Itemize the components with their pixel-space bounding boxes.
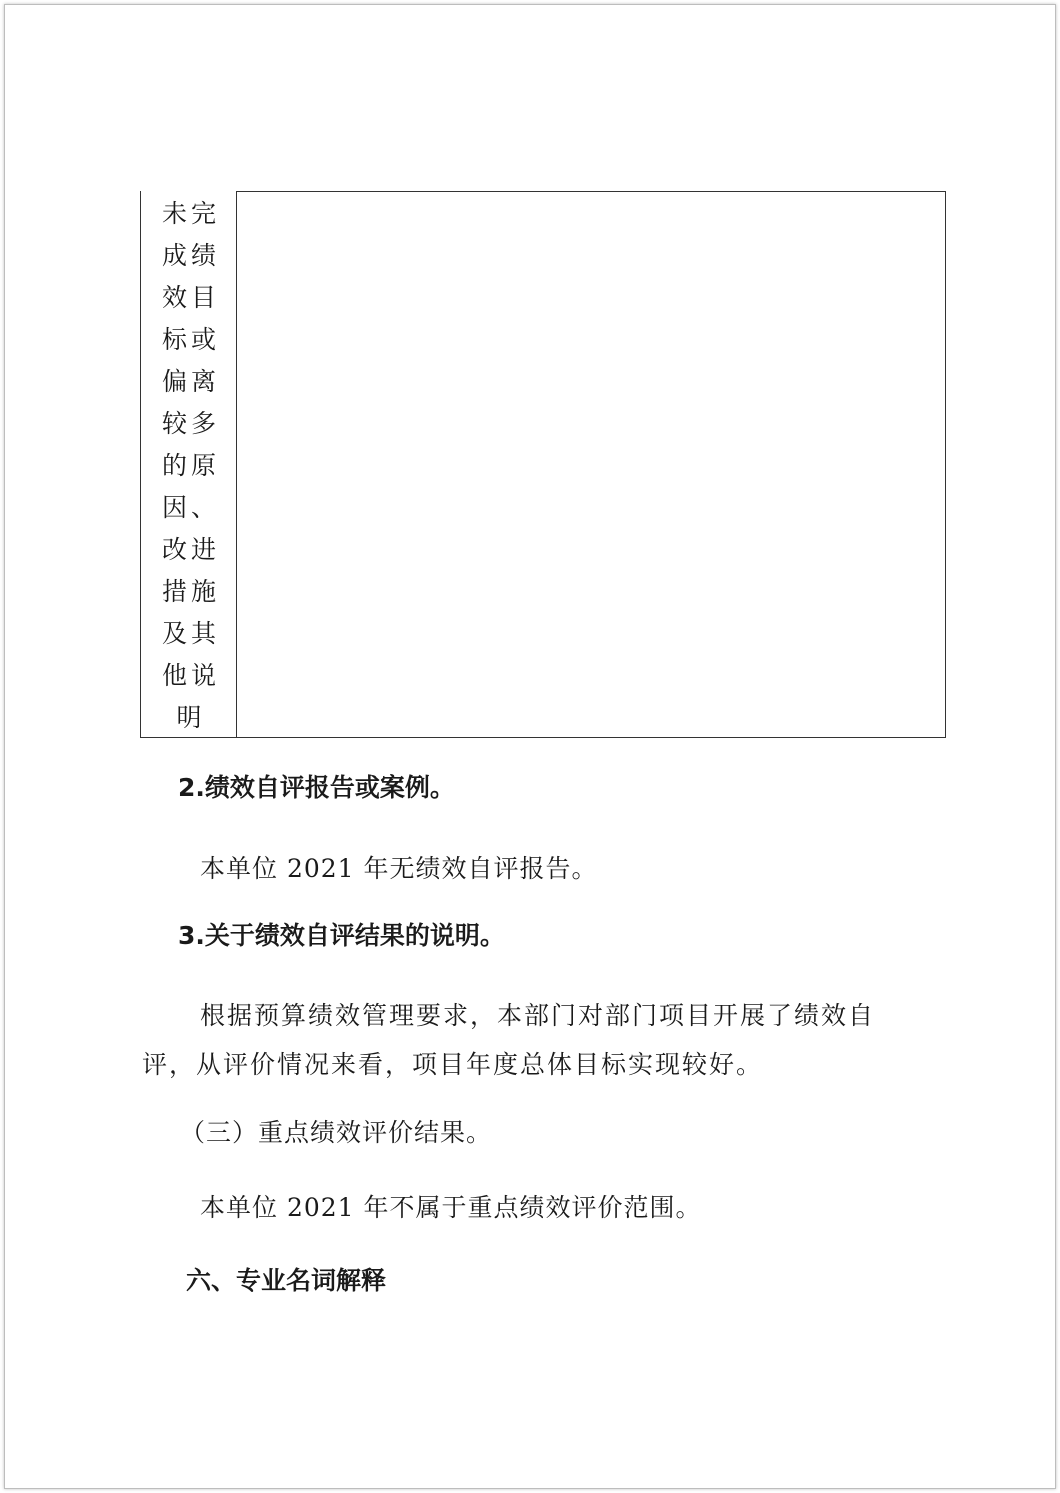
table-label-cell	[141, 191, 237, 737]
section-2-heading: 2.绩效自评报告或案例。	[178, 773, 455, 802]
table-row-label: 未完成绩效目标或偏离较多的原因、改进措施及其他说明	[161, 199, 220, 732]
key-evaluation-heading: （三）重点绩效评价结果。	[180, 1118, 493, 1147]
table-bottom-border	[140, 737, 945, 738]
section-3-body-line-1: 根据预算绩效管理要求，本部门对部门项目开展了绩效自	[200, 1001, 876, 1030]
section-6-heading: 六、专业名词解释	[186, 1266, 387, 1295]
key-evaluation-body: 本单位 2021 年不属于重点绩效评价范围。	[200, 1193, 702, 1222]
section-3-body-line-2: 评，从评价情况来看，项目年度总体目标实现较好。	[142, 1050, 764, 1079]
section-2-body: 本单位 2021 年无绩效自评报告。	[200, 854, 598, 883]
performance-table	[140, 191, 945, 738]
section-3-heading: 3.关于绩效自评结果的说明。	[178, 921, 505, 950]
table-content-cell	[236, 191, 946, 738]
